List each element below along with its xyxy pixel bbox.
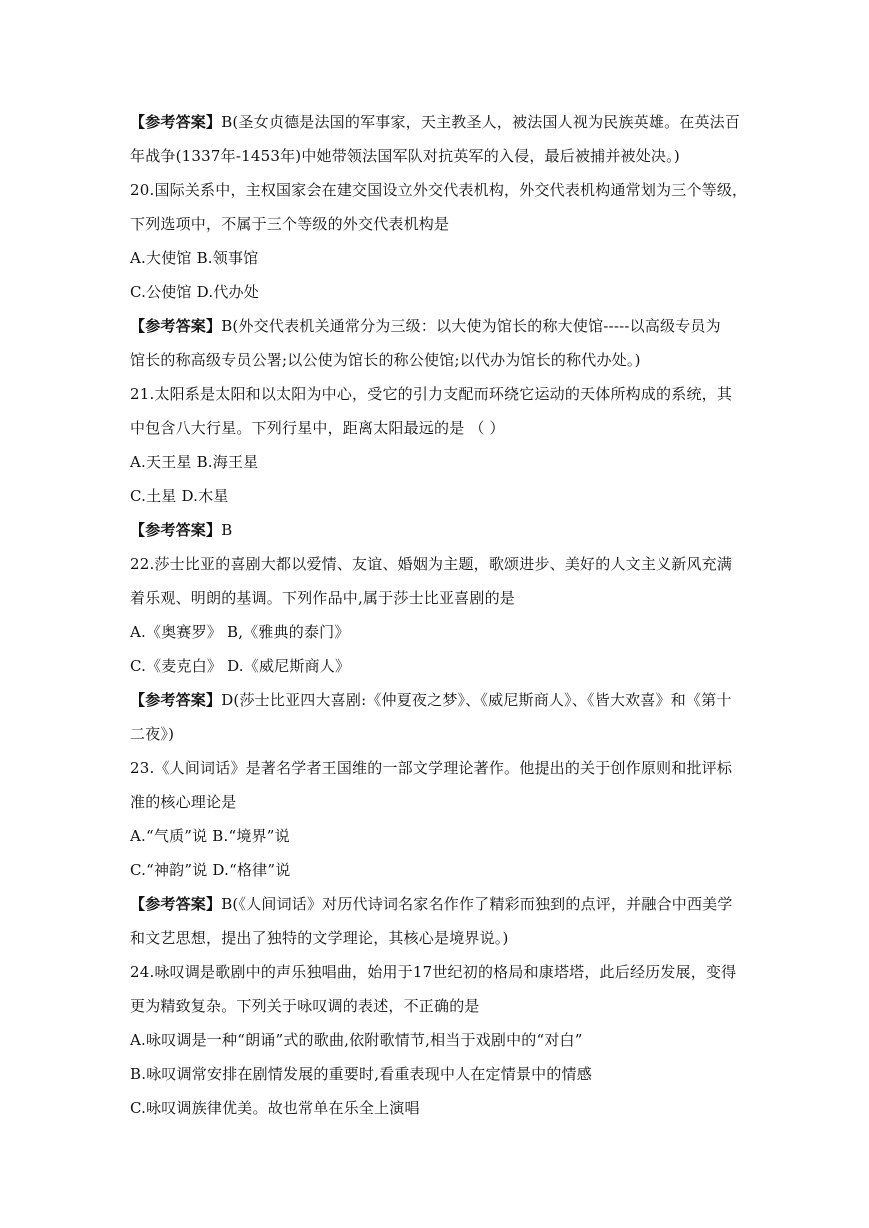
- option-line: C.土星 D.木星: [130, 487, 229, 505]
- answer-label: 【参考答案】: [130, 895, 222, 913]
- answer-line-continued: 年战争(1337年-1453年)中她带领法国军队对抗英军的入侵，最后被捕并被处决。): [130, 147, 680, 165]
- answer-label: 【参考答案】: [130, 691, 222, 709]
- question-24-line: 更为精致复杂。下列关于咏叹调的表述，不正确的是: [130, 997, 480, 1015]
- question-20-line: 下列选项中，不属于三个等级的外交代表机构是: [130, 215, 450, 233]
- option-line: A.咏叹调是一种“朗诵”式的歌曲,依附歌情节,相当于戏剧中的“对白”: [130, 1031, 583, 1049]
- answer-text: B(外交代表机关通常分为三级：以大使为馆长的称大使馆-----以高级专员为: [221, 317, 721, 335]
- answer-text: B(圣女贞德是法国的军事家，天主教圣人，被法国人视为民族英雄。在英法百: [221, 113, 741, 131]
- answer-line: [130, 520, 770, 540]
- answer-line-continued: 二夜》): [130, 725, 175, 743]
- question-21-line: 中包含八大行星。下列行星中，距离太阳最远的是 （ ）: [130, 419, 505, 437]
- option-line: A.天王星 B.海王星: [130, 453, 259, 471]
- question-23-line: 准的核心理论是: [130, 793, 237, 811]
- answer-line: [130, 316, 770, 336]
- option-line: C.“神韵”说 D.“格律”说: [130, 861, 291, 879]
- question-24-line: 24.咏叹调是歌剧中的声乐独唱曲，始用于17世纪初的格局和康塔塔，此后经历发展，变得: [130, 963, 737, 981]
- option-line: C.《麦克白》 D.《威尼斯商人》: [130, 657, 351, 675]
- question-21-line: 21.太阳系是太阳和以太阳为中心，受它的引力支配而环绕它运动的天体所构成的系统，其: [130, 385, 733, 403]
- question-22-line: 22.莎士比亚的喜剧大都以爱情、友谊、婚姻为主题，歌颂进步、美好的人文主义新风充满: [130, 555, 733, 573]
- option-line: C.公使馆 D.代办处: [130, 283, 259, 301]
- answer-line-continued: 馆长的称高级专员公署;以公使为馆长的称公使馆;以代办为馆长的称代办处。): [130, 351, 641, 369]
- answer-label: 【参考答案】: [130, 521, 222, 539]
- answer-text: D(莎士比亚四大喜剧:《仲夏夜之梦》、《威尼斯商人》、《皆大欢喜》和《第十: [221, 691, 732, 709]
- question-20-line: 20.国际关系中，主权国家会在建交国设立外交代表机构，外交代表机构通常划为三个等级，: [130, 181, 748, 199]
- answer-label: 【参考答案】: [130, 317, 222, 335]
- answer-text: B(《人间词话》对历代诗词名家名作作了精彩而独到的点评，并融合中西美学: [221, 895, 733, 913]
- question-23-line: 23.《人间词话》是著名学者王国维的一部文学理论著作。他提出的关于创作原则和批评标: [130, 759, 733, 777]
- answer-label: 【参考答案】: [130, 113, 222, 131]
- option-line: B.咏叹调常安排在剧情发展的重要时,看重表现中人在定情景中的情感: [130, 1065, 592, 1083]
- answer-line: [130, 690, 770, 710]
- option-line: C.咏叹调族律优美。故也常单在乐全上演唱: [130, 1099, 420, 1117]
- answer-line: [130, 894, 770, 914]
- answer-line: [130, 112, 770, 132]
- option-line: A.“气质”说 B.“境界”说: [130, 827, 290, 845]
- answer-text: B: [221, 521, 233, 539]
- answer-line-continued: 和文艺思想，提出了独特的文学理论，其核心是境界说。): [130, 929, 509, 947]
- question-22-line: 着乐观、明朗的基调。下列作品中,属于莎士比亚喜剧的是: [130, 589, 515, 607]
- option-line: A.《奥赛罗》 B,《雅典的泰门》: [130, 623, 350, 641]
- option-line: A.大使馆 B.领事馆: [130, 249, 259, 267]
